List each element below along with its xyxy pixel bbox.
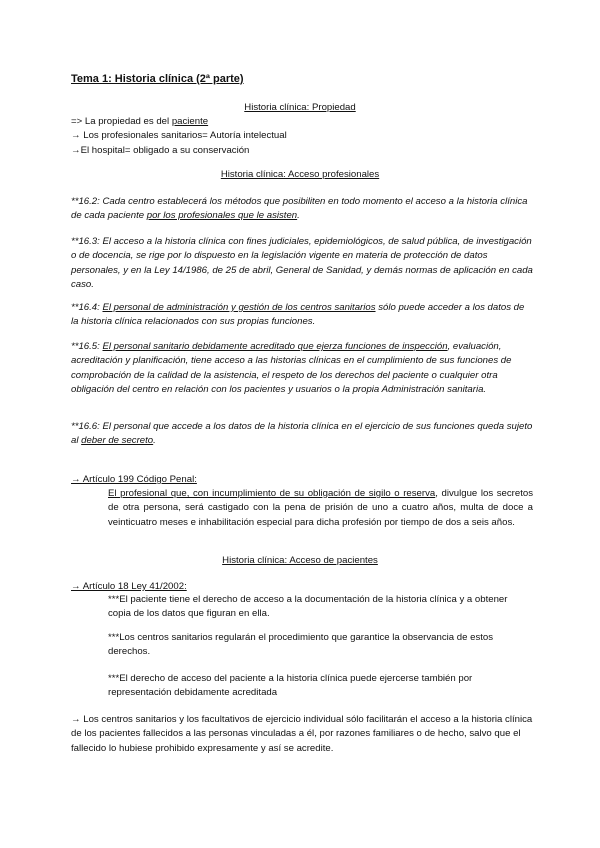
propiedad-line-1-underlined: paciente: [171, 116, 209, 127]
paragraph-16-6-end: .: [153, 435, 156, 447]
section-heading-propiedad: Historia clínica: Propiedad: [244, 102, 356, 113]
section-heading-acceso-pacientes: Historia clínica: Acceso de pacientes: [222, 555, 378, 566]
pacientes-fallecidos-paragraph: → Los centros sanitarios y los facultativos de ejercicio individual sólo facilitarán el acceso a la historia clínica de los pacientes fallecidos a las personas vinculadas a él, por razones familiares o de hecho, salvo que el fallecido lo hubiese prohibido expresamente y así se acredite.: [71, 714, 533, 754]
section-heading-acceso-profesionales: Historia clínica: Acceso profesionales: [220, 169, 380, 180]
codigo-penal-text: [108, 487, 533, 530]
paragraph-16-4-text: sólo puede acceder a los datos de la historia clínica relacionados con sus propias funciones.: [71, 302, 525, 328]
codigo-penal-heading: → Artículo 199 Código Penal:: [71, 474, 197, 485]
paragraph-16-6-underlined: deber de secreto: [81, 435, 154, 447]
paragraph-16-5-underlined: El personal sanitario debidamente acreditado que ejerza funciones de inspección: [102, 341, 448, 352]
ley-41-2002-heading: → Artículo 18 Ley 41/2002:: [71, 581, 187, 592]
paragraph-16-5-prefix: **16.5:: [71, 341, 103, 352]
pacientes-item-3: ***El derecho de acceso del paciente a la historia clínica puede ejercerse también por representación debidamente acreditada: [108, 673, 473, 699]
page-title: Tema 1: Historia clínica (2ª parte): [71, 73, 244, 85]
paragraph-16-6: [71, 420, 533, 449]
codigo-penal-underlined: El profesional que, con incumplimiento de su obligación de sigilo o reserva: [108, 488, 436, 499]
paragraph-16-2-end: .: [297, 210, 300, 222]
pacientes-item-2: ***Los centros sanitarios regularán el procedimiento que garantice la observancia de estos derechos.: [108, 632, 494, 658]
paragraph-16-2: [71, 195, 533, 224]
propiedad-lines: [71, 115, 531, 158]
paragraph-16-4-prefix: **16.4:: [71, 302, 103, 313]
paragraph-16-5: [71, 340, 533, 398]
pacientes-item-1: ***El paciente tiene el derecho de acceso a la documentación de la historia clínica y a obtener copia de los datos que figuran en ella.: [108, 594, 508, 620]
paragraph-16-3: **16.3: El acceso a la historia clínica con fines judiciales, epidemiológicos, de salud pública, de investigación o de docencia, se rige por lo dispuesto en la legislación vigente en materia de protección de datos personales, y en la Ley 14/1986, de 25 de abril, General de Sanidad, y demás normas de aplicación en cada caso.: [71, 236, 533, 291]
paragraph-16-4-underlined: El personal de administración y gestión de los centros sanitarios: [102, 302, 376, 313]
codigo-penal-rest: , divulgue los secretos de otra persona, será castigado con la pena de prisión de uno a cuatro años, multa de doce a veinticuatro meses e inhabilitación especial para dicha profesión por tiempo de dos a seis años.: [108, 488, 534, 528]
propiedad-line-2: → Los profesionales sanitarios= Autoría intelectual: [71, 130, 287, 142]
paragraph-16-2-underlined: por los profesionales que le asisten: [146, 210, 298, 222]
propiedad-line-1: [71, 115, 531, 129]
paragraph-16-4: [71, 301, 533, 330]
paragraph-16-2-text: **16.2: Cada centro establecerá los métodos que posibiliten en todo momento el acceso a la historia clínica de cada paciente: [71, 196, 528, 222]
propiedad-line-3: →El hospital= obligado a su conservación: [71, 144, 250, 156]
paragraph-16-6-text: **16.6: El personal que accede a los datos de la historia clínica en el ejercicio de sus funciones queda sujeto al: [71, 421, 533, 447]
propiedad-line-1-text: => La propiedad es del: [71, 116, 172, 127]
paragraph-16-5-text: , evaluación, acreditación y planificación, tiene acceso a las historias clínicas en el cumplimiento de sus funciones de comprobación de la calidad de la asistencia, el respeto de los derechos del paciente o cualquier otra obligación del centro en relación con los pacientes y usuarios o la propia Administración sanitaria.: [71, 341, 512, 396]
